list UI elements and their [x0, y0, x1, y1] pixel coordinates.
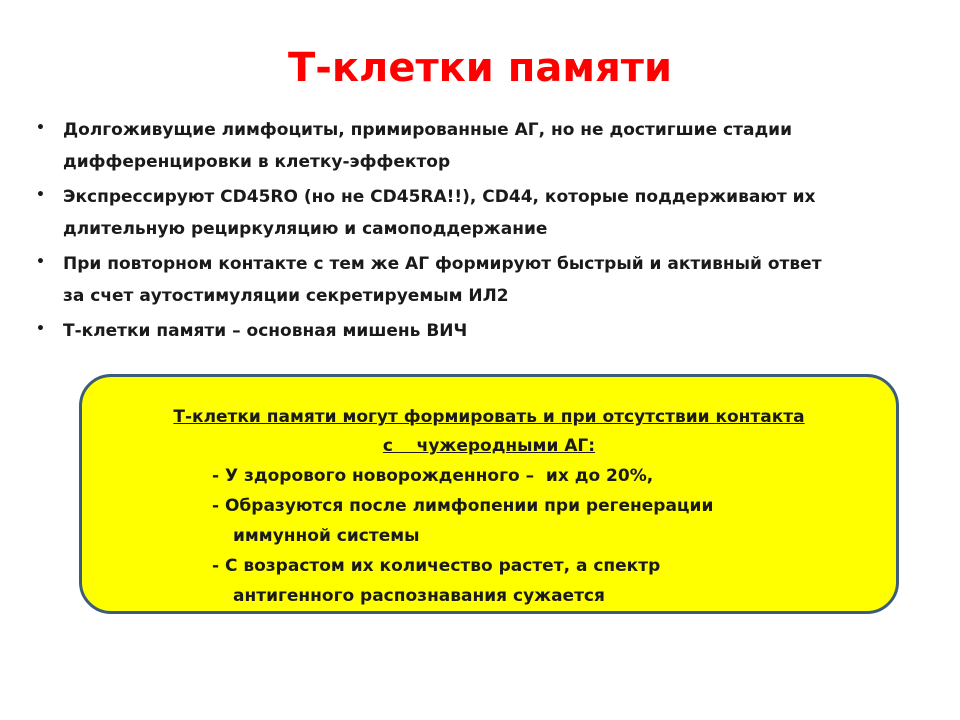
- bullet-line: длительную рециркуляцию и самоподдержание: [63, 219, 548, 239]
- bullet-line: дифференцировки в клетку-эффектор: [63, 152, 451, 172]
- bullet-line: за счет аутостимуляции секретируемым ИЛ2: [63, 286, 509, 306]
- callout-heading-line: с чужеродными АГ:: [382, 436, 596, 456]
- bullet-line: Т-клетки памяти – основная мишень ВИЧ: [63, 321, 468, 341]
- bullet-marker-icon: •: [36, 120, 45, 136]
- callout-item-continuation: антигенного распознавания сужается: [233, 586, 605, 606]
- highlight-callout-box: [79, 374, 899, 614]
- bullet-list: [36, 114, 926, 350]
- bullet-item: [36, 248, 926, 312]
- callout-item-line: - Образуются после лимфопении при регенерации: [212, 496, 714, 516]
- bullet-line: При повторном контакте с тем же АГ формируют быстрый и активный ответ: [63, 254, 822, 274]
- bullet-line: Долгоживущие лимфоциты, примированные АГ, но не достигшие стадии: [63, 120, 792, 140]
- bullet-line: Экспрессируют CD45RO (но не CD45RA!!), CD44, которые поддерживают их: [63, 187, 816, 207]
- bullet-marker-icon: •: [36, 187, 45, 203]
- callout-item-line: - У здорового новорожденного – их до 20%,: [212, 466, 654, 486]
- callout-item-continuation: иммунной системы: [233, 526, 420, 546]
- callout-heading-line: Т-клетки памяти могут формировать и при отсутствии контакта: [173, 407, 805, 427]
- bullet-item: [36, 315, 926, 347]
- bullet-marker-icon: •: [36, 254, 45, 270]
- callout-item-line: - С возрастом их количество растет, а спектр: [212, 556, 661, 576]
- bullet-marker-icon: •: [36, 321, 45, 337]
- bullet-item: [36, 114, 926, 178]
- slide-title: Т-клетки памяти: [288, 45, 672, 91]
- bullet-item: [36, 181, 926, 245]
